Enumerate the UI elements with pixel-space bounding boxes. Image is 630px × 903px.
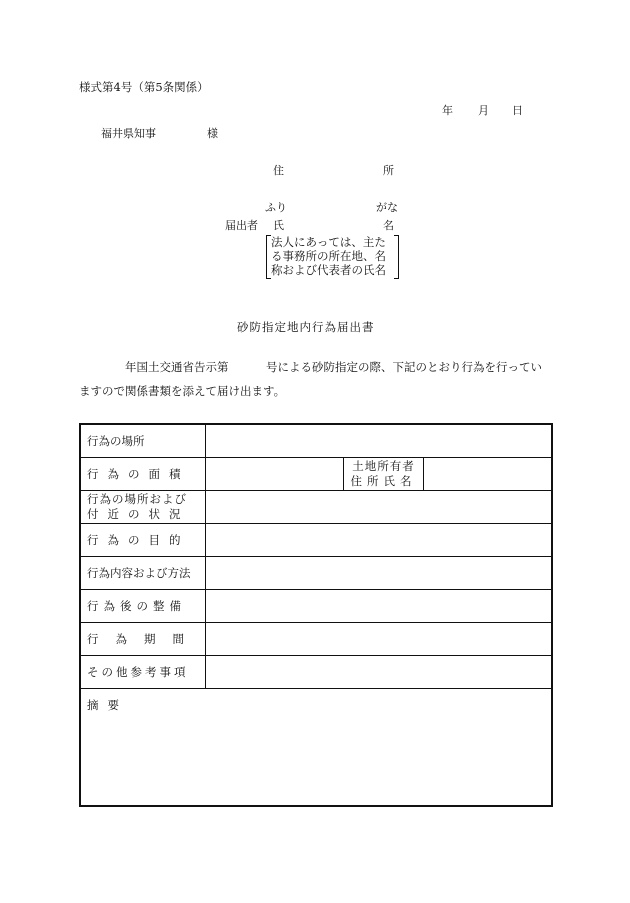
label-cell (80, 589, 206, 622)
table-row (80, 622, 552, 655)
addressee-name: 福井県知事 (101, 127, 156, 140)
row-label-text: 行為内容および方法 (87, 565, 191, 580)
situation-value-cell[interactable] (206, 490, 553, 523)
name-label-1: 氏 (273, 219, 284, 232)
note-line: 法人にあっては、主た (271, 235, 386, 249)
row-label-text: 行為期間 (87, 631, 201, 646)
table-row (80, 457, 552, 490)
label-cell (80, 622, 206, 655)
row-label-text: 行為の目的 (87, 532, 190, 547)
furigana-label-2: がな (376, 201, 398, 214)
method-value-cell[interactable] (206, 556, 553, 589)
area-value-cell[interactable] (206, 457, 344, 490)
date-month: 月 (478, 104, 489, 117)
table-row (80, 556, 552, 589)
restoration-value-cell[interactable] (206, 589, 553, 622)
row-label-text: 行為の場所 (87, 433, 145, 448)
period-value-cell[interactable] (206, 622, 553, 655)
row-label (87, 532, 205, 548)
row-label-line1: 行為の場所および (87, 491, 187, 506)
remarks-label: 摘要 (87, 697, 128, 712)
label-cell (80, 556, 206, 589)
row-label-text: その他参考事項 (87, 664, 189, 679)
note-line: 称および代表者の氏名 (271, 263, 386, 277)
body-line1-b: 号による砂防指定の際、下記のとおり行為を行ってい (266, 360, 542, 374)
row-label (87, 466, 205, 482)
form-number: 様式第4号（第5条関係） (79, 80, 209, 94)
document-title: 砂防指定地内行為届出書 (237, 320, 375, 334)
body-line2: ますので関係書類を添えて届け出ます。 (79, 384, 286, 398)
remarks-cell[interactable] (80, 688, 552, 806)
row-label (87, 664, 205, 680)
owner-label-cell (344, 457, 424, 490)
table-row (80, 523, 552, 556)
purpose-value-cell[interactable] (206, 523, 553, 556)
label-cell (80, 457, 206, 490)
address-label-2: 所 (383, 164, 394, 177)
row-label-text: 行為の面積 (87, 466, 190, 481)
row-label (87, 565, 205, 581)
row-label-text: 行為後の整備 (87, 598, 186, 613)
table-row (80, 589, 552, 622)
addressee-honorific: 様 (207, 127, 218, 140)
row-label (87, 598, 205, 614)
owner-label-1: 土地所有者 (352, 458, 415, 473)
label-cell (80, 424, 206, 457)
location-value-cell[interactable] (206, 424, 553, 457)
owner-value-cell[interactable] (424, 457, 553, 490)
owner-label-2: 住所氏名 (350, 473, 417, 488)
table-row (80, 490, 552, 523)
note-line: る事務所の所在地、名 (271, 249, 386, 263)
row-label-line2: 付近の状況 (87, 506, 190, 521)
table-row (80, 688, 552, 806)
date-year: 年 (442, 104, 453, 117)
applicant-role: 届出者 (225, 219, 258, 232)
other-value-cell[interactable] (206, 655, 553, 688)
form-table (79, 423, 553, 807)
row-label (87, 433, 205, 449)
name-label-2: 名 (383, 219, 394, 232)
table-row (80, 424, 552, 457)
address-label-1: 住 (273, 164, 284, 177)
furigana-label-1: ふり (265, 201, 287, 214)
date-day: 日 (512, 104, 523, 117)
row-label (87, 631, 205, 647)
label-cell (80, 523, 206, 556)
corporate-note (266, 235, 399, 279)
body-line1-a: 年国土交通省告示第 (125, 360, 229, 374)
label-cell (80, 490, 206, 523)
table-row (80, 655, 552, 688)
label-cell (80, 655, 206, 688)
